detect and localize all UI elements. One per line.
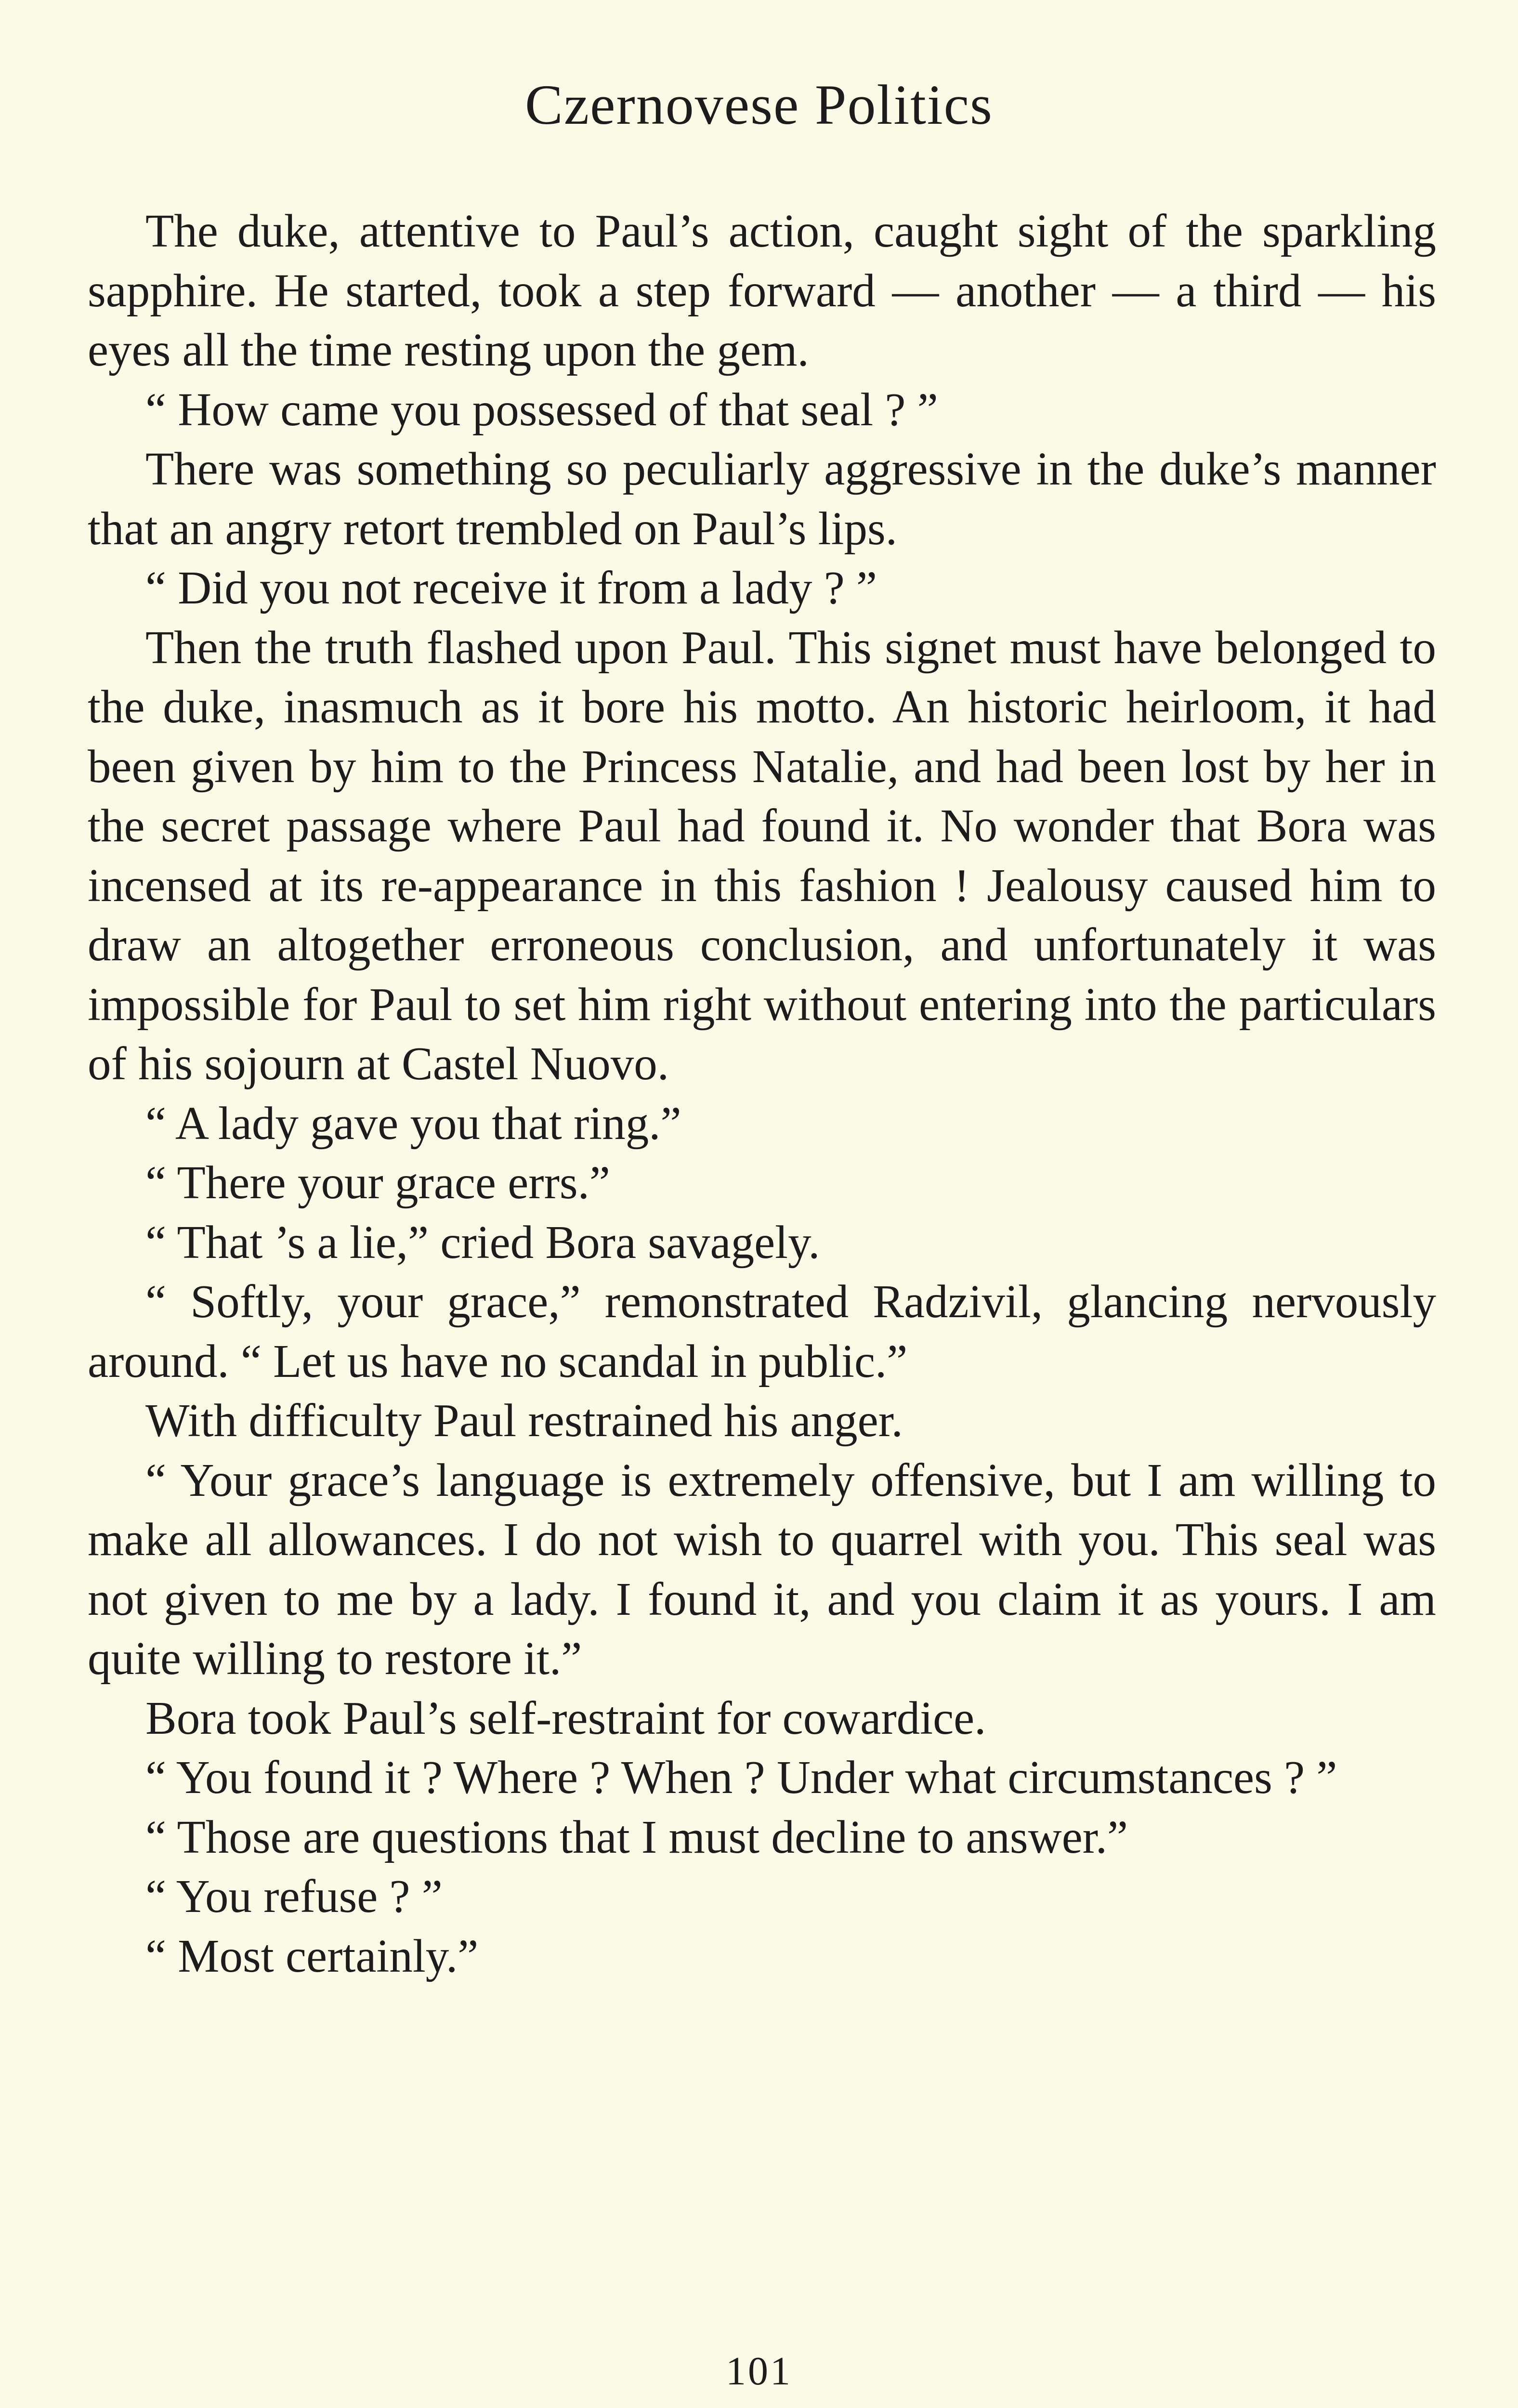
paragraph: The duke, attentive to Paul’s action, caught sight of the sparkling sapphire. He started, took a step forward — another — a third — his eyes all the time resting upon the gem.: [88, 205, 1436, 376]
paragraph: “ You found it ? Where ? When ? Under what circumstances ? ”: [145, 1752, 1337, 1803]
paragraph: “ There your grace errs.”: [145, 1157, 610, 1208]
paragraph: “ A lady gave you that ring.”: [145, 1097, 681, 1149]
paragraph: “ Most certainly.”: [145, 1930, 479, 1982]
paragraph: “ Did you not receive it from a lady ? ”: [145, 562, 877, 614]
paragraph: With difficulty Paul restrained his anger.: [145, 1395, 903, 1446]
paragraph: Then the truth flashed upon Paul. This signet must have belonged to the duke, inasmuch as it bore his motto. An historic heirloom, it had been given by him to the Princess Natalie, and had been lost by her in the secret passage where Paul had found it. No wonder that Bora was incensed at its re-appearance in this fashion ! Jealousy caused him to draw an altogether erroneous conclusion, and unfortunately it was impossible for Paul to set him right without entering into the particulars of his sojourn at Castel Nuovo.: [88, 621, 1436, 1089]
paragraph: Bora took Paul’s self-restraint for cowardice.: [145, 1692, 986, 1744]
paragraph: “ Your grace’s language is extremely offensive, but I am willing to make all allowances. I do not wish to quarrel with you. This seal was not given to me by a lady. I found it, and you claim it as yours. I am quite willing to restore it.”: [88, 1454, 1436, 1684]
paragraph: There was something so peculiarly aggressive in the duke’s manner that an angry retort trembled on Paul’s lips.: [88, 443, 1436, 554]
paragraph: “ Softly, your grace,” remonstrated Radzivil, glancing nervously around. “ Let us have no scandal in public.”: [88, 1276, 1436, 1387]
page-number: 101: [726, 2349, 792, 2394]
paragraph: “ How came you possessed of that seal ? ”: [145, 383, 938, 435]
paragraph: “ That ’s a lie,” cried Bora savagely.: [145, 1216, 820, 1268]
body-text: [88, 201, 1436, 1986]
paragraph: “ Those are questions that I must decline to answer.”: [145, 1811, 1128, 1863]
paragraph: “ You refuse ? ”: [145, 1871, 443, 1922]
running-title: Czernovese Politics: [525, 73, 993, 136]
